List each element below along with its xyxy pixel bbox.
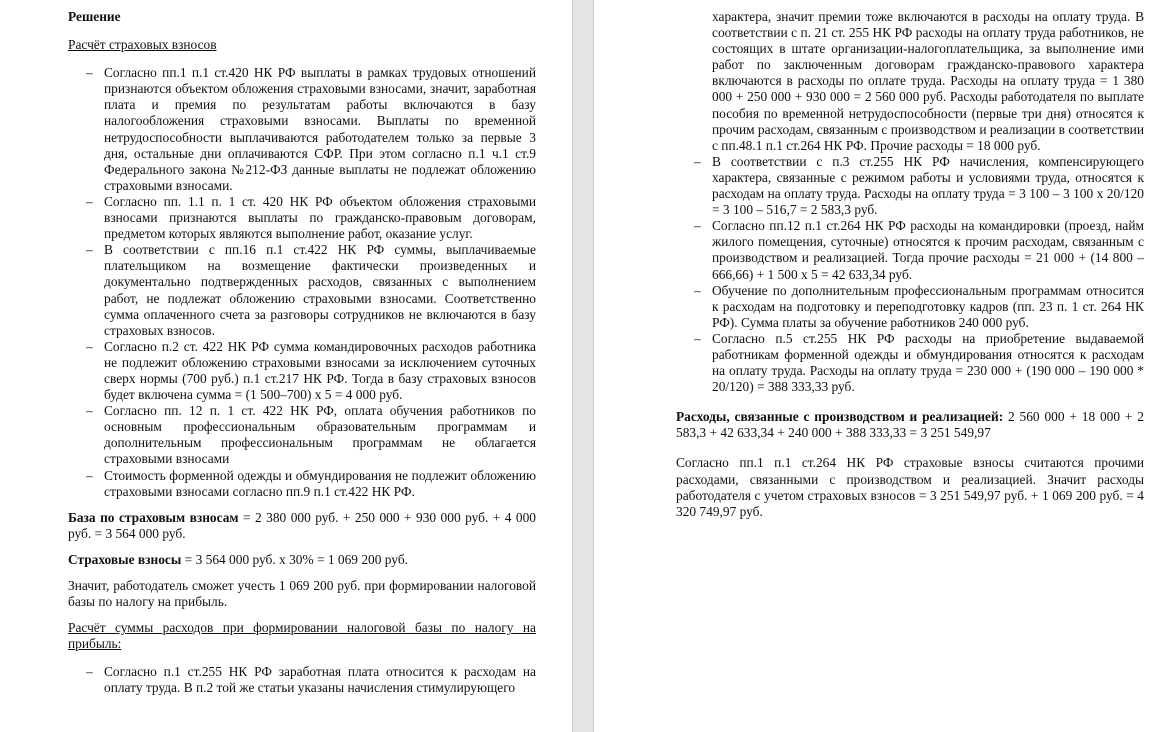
list-item: – В соответствии с пп.16 п.1 ст.422 НК РФ суммы, выплачиваемые плательщиком на возмещение фактически произведенных и документально подтвержденных расходов, связанных с выполнением работ, не подлежат обложению страховыми взносами. Соответственно сумма оплаченного счета за разговоры сотрудников не включаются в базу страховых взносов. bbox=[104, 242, 536, 339]
contribution-base-label: База по страховым взносам bbox=[68, 509, 239, 525]
list-item: – Согласно п.1 ст.255 НК РФ заработная плата относится к расходам на оплату труда. В п.2 той же статьи указаны начисления стимулирующего bbox=[104, 664, 536, 696]
list-item: – Обучение по дополнительным профессиональным программам относится к расходам на подготовку и переподготовку кадров (пп. 23 п. 1 ст. 264 НК РФ). Сумма платы за обучение работников 240 000 руб. bbox=[712, 283, 1144, 331]
solution-heading: Решение bbox=[68, 9, 121, 24]
list-item: – В соответствии с п.3 ст.255 НК РФ начисления, компенсирующего характера, связанные с режимом работы и условиями труда, относятся к расходам на оплату труда. Расходы на оплату труда = 3 100 – 3 100 х 20/120 = 3 100 – 516,7 = 2 583,3 руб. bbox=[712, 154, 1144, 218]
contributions-value: = 3 564 000 руб. х 30% = 1 069 200 руб. bbox=[181, 551, 408, 567]
contribution-base-value: = 2 380 000 руб. + 250 000 + 930 000 руб. + 4 000 руб. = 3 564 000 руб. bbox=[68, 509, 536, 541]
expenses-summary-label: Расходы, связанные с производством и реализацией: bbox=[676, 409, 1004, 425]
expenses-bullet-list bbox=[68, 664, 536, 696]
list-item: – Стоимость форменной одежды и обмундирования не подлежит обложению страховыми взносами согласно пп.9 п.1 ст.422 НК РФ. bbox=[104, 468, 536, 500]
page-right-text-column bbox=[676, 9, 1144, 530]
expenses-summary-paragraph bbox=[676, 409, 1144, 441]
insurance-calc-subheading: Расчёт страховых взносов bbox=[68, 37, 217, 53]
insurance-bullet-list bbox=[68, 65, 536, 500]
contributions-paragraph bbox=[68, 552, 536, 568]
document-page-right bbox=[594, 0, 1162, 732]
list-item: – Согласно пп. 1.1 п. 1 ст. 420 НК РФ объектом обложения страховыми взносами признаются выплаты по гражданско-правовым договорам, предметом которых являются выполнение работ, оказание услуг. bbox=[104, 194, 536, 242]
conclusion-paragraph: Значит, работодатель сможет учесть 1 069 200 руб. при формировании налоговой базы по налогу на прибыль. bbox=[68, 578, 536, 610]
expenses-summary-value: 2 560 000 + 18 000 + 2 583,3 + 42 633,34 + 240 000 + 388 333,33 = 3 251 549,97 bbox=[676, 409, 1144, 441]
document-page-left bbox=[0, 0, 572, 732]
contributions-label: Страховые взносы bbox=[68, 551, 182, 567]
list-item: – Согласно пп. 12 п. 1 ст. 422 НК РФ, оплата обучения работников по основным профессиональным образовательным программам и дополнительным профессиональным программам не облагается страховыми взносами bbox=[104, 403, 536, 467]
expenses-bullet-list-continued bbox=[676, 9, 1144, 395]
list-item: – Согласно пп.1 п.1 ст.420 НК РФ выплаты в рамках трудовых отношений признаются объектом обложения страховыми взносами, значит, заработная плата и премия по результатам работы включаются в базу налогообложения страховыми взносами. Выплаты по временной нетрудоспособности выплачиваются работодателем только за первые 3 дня, остальные дни оплачиваются СФР. При этом согласно п.1 ч.1 ст.9 Федерального закона №212-ФЗ данные выплаты не подлежат обложению страховыми взносами. bbox=[104, 65, 536, 194]
final-paragraph: Согласно пп.1 п.1 ст.264 НК РФ страховые взносы считаются прочими расходами, связанными с производством и реализацией. Значит расходы работодателя с учетом страховых взносов = 3 251 549,97 руб. + 1 069 200 руб. = 4 320 749,97 руб. bbox=[676, 455, 1144, 519]
page-gap bbox=[572, 0, 594, 732]
page-left-text-column bbox=[68, 9, 536, 707]
list-item: – Согласно п.2 ст. 422 НК РФ сумма командировочных расходов работника не подлежит обложению страховыми взносами за исключением суточных сверх нормы (700 руб.) п.1 ст.217 НК РФ. Тогда в базу страховых взносов будет включена сумма = (1 500–700) х 5 = 4 000 руб. bbox=[104, 339, 536, 403]
contribution-base-paragraph bbox=[68, 510, 536, 542]
list-item-continued: характера, значит премии тоже включаются в расходы на оплату труда. В соответствии с п. 21 ст. 255 НК РФ расходы на оплату труда работников, не состоящих в штате организации-налогоплательщика, за выполнение ими работ по заключенным договорам гражданско-правового характера включаются в расходы по оплате труда. Расходы на оплату труда = 1 380 000 + 250 000 + 930 000 = 2 560 000 руб. Расходы работодателя по выплате пособия по временной нетрудоспособности (первые три дня) относятся к прочим расходам, связанным с производством и реализации в соответствии с пп.48.1 п.1 ст.264 НК РФ. Прочие расходы = 18 000 руб. bbox=[712, 9, 1144, 153]
expenses-calc-subheading: Расчёт суммы расходов при формировании налоговой базы по налогу на прибыль: bbox=[68, 620, 536, 652]
list-item: – Согласно пп.12 п.1 ст.264 НК РФ расходы на командировки (проезд, найм жилого помещения, суточные) относятся к прочим расходам, связанным с производством и реализацией. Тогда прочие расходы = 21 000 + (14 800 – 666,66) + 1 500 х 5 = 42 633,34 руб. bbox=[712, 218, 1144, 282]
list-item: – Согласно п.5 ст.255 НК РФ расходы на приобретение выдаваемой работникам форменной одежды и обмундирования относятся к расходам на оплату труда. Расходы на оплату труда = 230 000 + (190 000 – 190 000 * 20/120) = 388 333,33 руб. bbox=[712, 331, 1144, 395]
